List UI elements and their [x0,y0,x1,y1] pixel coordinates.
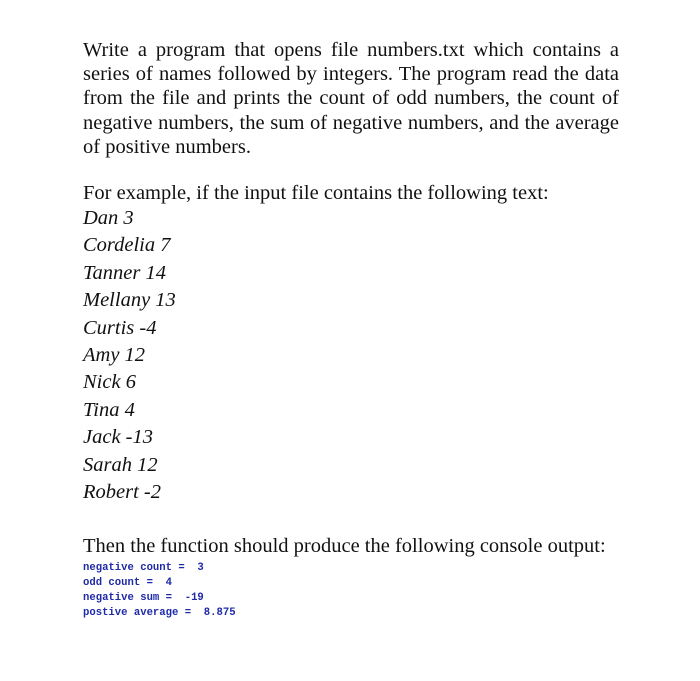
output-intro: Then the function should produce the following console output: [83,535,606,557]
console-line: negative count = 3 [83,562,204,574]
input-file-contents [83,205,176,506]
input-line: Nick 6 [83,371,136,394]
input-line: Sarah 12 [83,453,158,476]
console-line: postive average = 8.875 [83,607,236,619]
console-line: negative sum = -19 [83,592,204,604]
input-line: Dan 3 [83,207,134,229]
console-line: odd count = 4 [83,577,173,589]
input-line: Curtis -4 [83,316,157,339]
input-line: Robert -2 [83,480,161,503]
input-line: Amy 12 [83,343,146,366]
input-line: Cordelia 7 [83,234,171,257]
problem-statement: Write a program that opens file numbers.txt which contains a series of names followed by integers. The program read the data from the file and prints the count of odd numbers, the count of negative numbers, the sum of negative numbers, and the average of positive numbers. [83,39,619,158]
console-output [83,561,236,621]
input-line: Tina 4 [83,398,135,421]
input-line: Mellany 13 [83,289,176,312]
example-intro: For example, if the input file contains the following text: [83,182,549,204]
input-line: Tanner 14 [83,261,166,284]
input-line: Jack -13 [83,426,153,449]
